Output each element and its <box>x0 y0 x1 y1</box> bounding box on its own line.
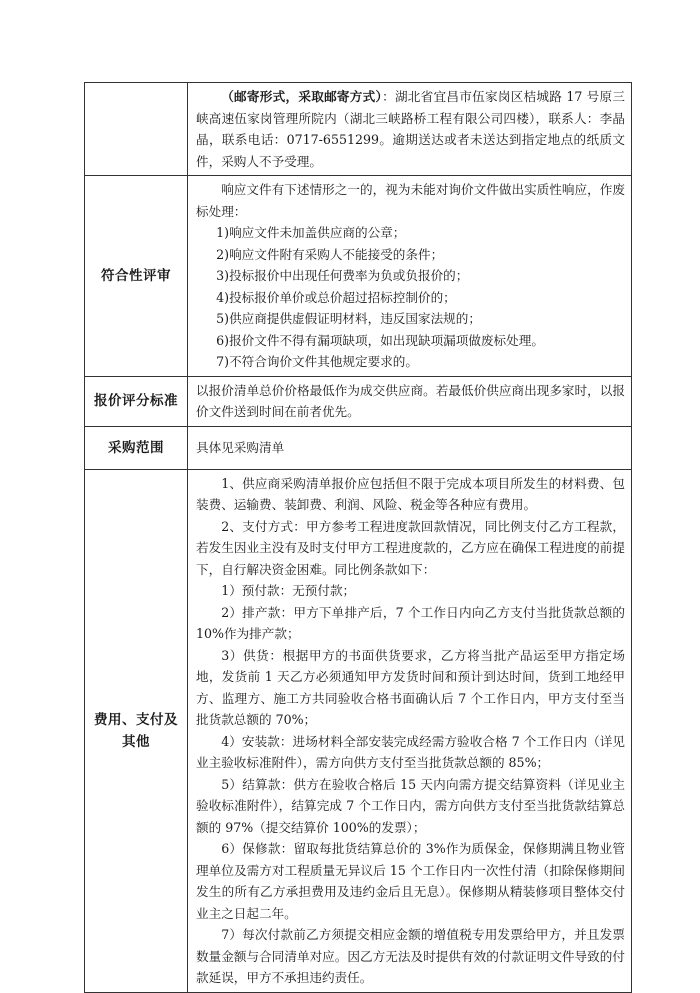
fees-label-line2: 其他 <box>122 733 150 750</box>
scope-content <box>188 426 632 469</box>
conformity-item: 7)不符合询价文件其他规定要求的。 <box>216 354 418 369</box>
fees-content <box>188 469 632 992</box>
scoring-content <box>188 376 632 426</box>
fees-row <box>85 469 632 992</box>
conformity-item: 3)投标报价中出现任何费率为负或负报价的； <box>216 268 469 283</box>
fees-paragraph: 4）安装款：进场材料全部安装完成经需方验收合格 7 个工作日内（详见业主验收标准附件），需方向供方支付至当批货款总额的 85%； <box>196 733 625 770</box>
conformity-intro: 响应文件有下述情形之一的，视为未能对询价文件做出实质性响应，作废标处理： <box>196 182 625 219</box>
fees-paragraph: 6）保修款：留取每批货结算总价的 3%作为质保金，保修期满且物业管理单位及需方对工程质量无异议后 15 个工作日内一次性付清（扣除保修期间发生的所有乙方承担费用及违约金后且无息）。保修期从精装修项目整体交付业主之日起二年。 <box>196 841 625 921</box>
fees-label <box>85 469 188 992</box>
scope-row <box>85 426 632 469</box>
procurement-terms-table <box>84 82 632 993</box>
conformity-content <box>188 176 632 377</box>
conformity-label: 符合性评审 <box>85 176 188 377</box>
scoring-text: 以报价清单总价价格最低作为成交供应商。若最低价供应商出现多家时，以报价文件送到时间在前者优先。 <box>196 382 625 419</box>
fees-paragraph: 3）供货：根据甲方的书面供货要求，乙方将当批产品运至甲方指定场地，发货前 1 天乙方必须通知甲方发货时间和预计到达时间，货到工地经甲方、监理方、施工方共同验收合格书面确认后 7 个工作日内，甲方支付至当批货款总额的 70%； <box>196 647 625 727</box>
fees-paragraph: 1、供应商采购清单报价应包括但不限于完成本项目所发生的材料费、包装费、运输费、装卸费、利润、风险、税金等各种应有费用。 <box>196 475 625 512</box>
fees-paragraph: 5）结算款：供方在验收合格后 15 天内向需方提交结算资料（详见业主验收标准附件），结算完成 7 个工作日内，需方向供方支付至当批货款结算总额的 97%（提交结算价 100%的发票）； <box>196 776 625 835</box>
conformity-item: 4)投标报价单价或总价超过招标控制价的； <box>216 289 456 305</box>
mailing-row <box>85 83 632 176</box>
fees-paragraph: 1）预付款：无预付款； <box>221 583 356 598</box>
conformity-item: 6)报价文件不得有漏项缺项，如出现缺项漏项做废标处理。 <box>216 332 544 348</box>
conformity-row <box>85 176 632 377</box>
scope-label: 采购范围 <box>85 426 188 469</box>
mailing-label-cell <box>85 83 188 176</box>
mailing-address-text: ：湖北省宜昌市伍家岗区桔城路 17 号原三峡高速伍家岗管理所院内（湖北三峡路桥工程有限公司四楼），联系人：李晶晶，联系电话：0717-6551299。逾期送达或者未送达到指定地点的纸质文件，采购人不予受理。 <box>196 89 625 169</box>
mailing-content <box>188 83 632 176</box>
mailing-method-bold: （邮寄形式，采取邮寄方式） <box>221 89 383 104</box>
fees-label-line1: 费用、支付及 <box>94 711 178 728</box>
fees-paragraph: 7）每次付款前乙方须提交相应金额的增值税专用发票给甲方，并且发票数量金额与合同清单对应。因乙方无法及时提供有效的付款证明文件导致的付款延误，甲方不承担违约责任。 <box>196 927 625 985</box>
fees-paragraph: 2）排产款：甲方下单排产后，7 个工作日内向乙方支付当批货款总额的 10%作为排产款； <box>196 604 625 641</box>
scope-text: 具体见采购清单 <box>196 439 285 455</box>
fees-paragraph: 2、支付方式：甲方参考工程进度款回款情况，同比例支付乙方工程款，若发生因业主没有及时支付甲方工程进度款的，乙方应在确保工程进度的前提下，自行解决资金困难。同比例条款如下： <box>196 518 625 577</box>
conformity-item: 5)供应商提供虚假证明材料，违反国家法规的； <box>216 311 481 326</box>
scoring-row <box>85 376 632 426</box>
conformity-item: 1)响应文件未加盖供应商的公章； <box>216 225 406 240</box>
scoring-label: 报价评分标准 <box>85 376 188 426</box>
conformity-item: 2)响应文件附有采购人不能接受的条件； <box>216 246 444 262</box>
